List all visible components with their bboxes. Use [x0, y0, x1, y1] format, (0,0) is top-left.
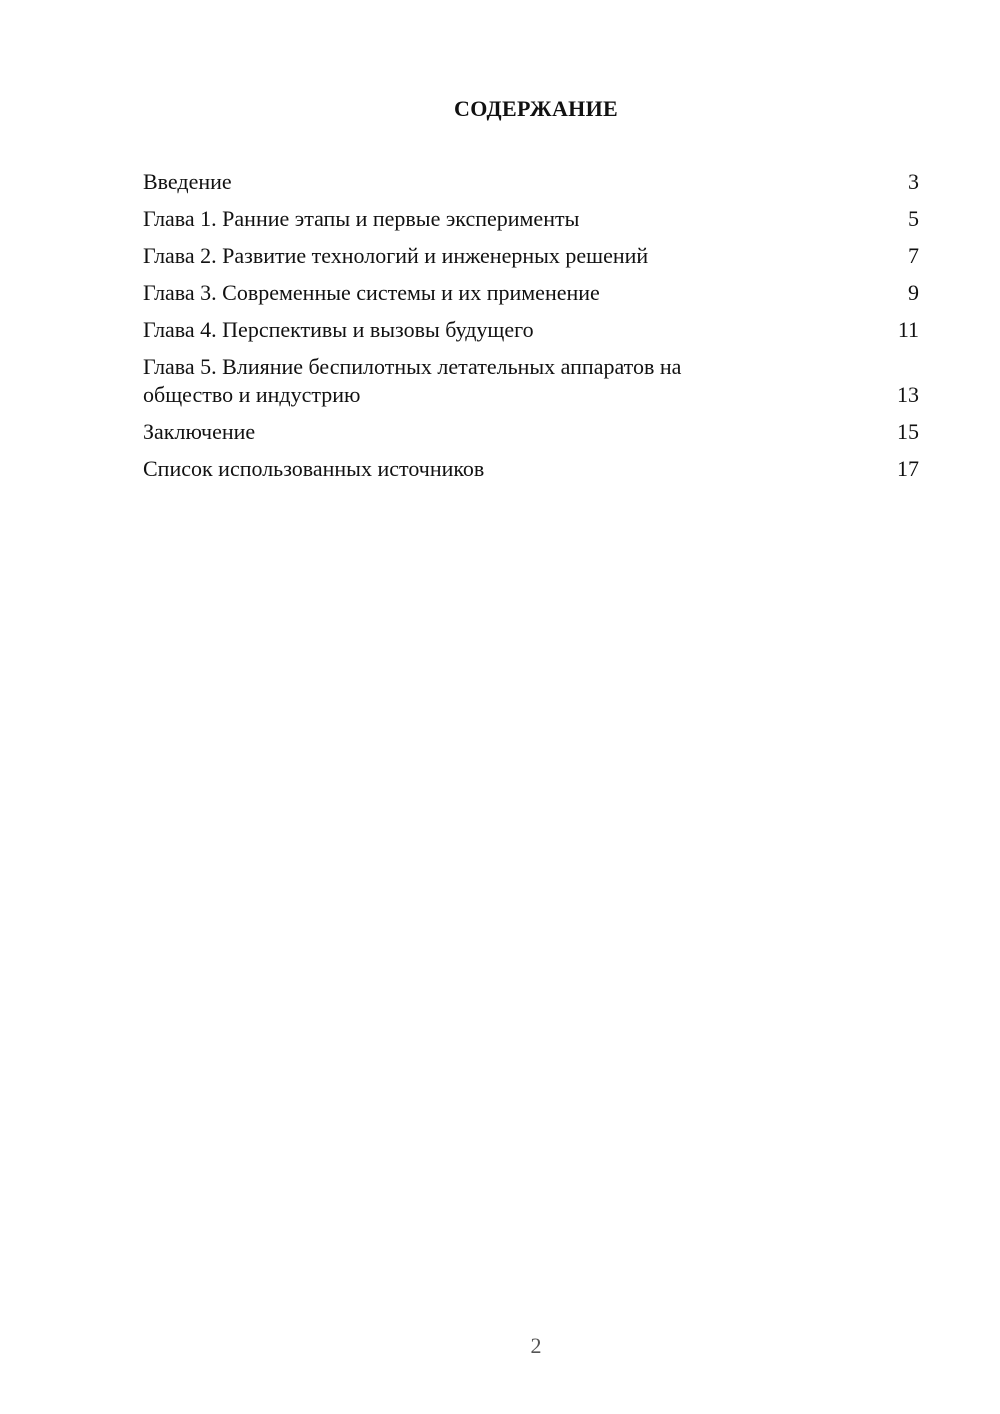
toc-entry-page: 13	[897, 382, 919, 407]
toc-entry-references[interactable]	[143, 455, 919, 483]
table-of-contents	[143, 168, 919, 492]
toc-entry-introduction[interactable]	[143, 168, 919, 196]
toc-entry-page: 5	[908, 206, 919, 231]
toc-entry-chapter-5[interactable]	[143, 353, 919, 409]
toc-entry-page: 15	[897, 419, 919, 444]
toc-entry-chapter-3[interactable]	[143, 279, 919, 307]
toc-entry-conclusion[interactable]	[143, 418, 919, 446]
toc-entry-page: 3	[908, 169, 919, 194]
toc-entry-title: Глава 3. Современные системы и их применение	[143, 280, 600, 305]
toc-entry-chapter-1[interactable]	[143, 205, 919, 233]
toc-entry-title: Глава 1. Ранние этапы и первые эксперименты	[143, 206, 580, 231]
toc-entry-title: Список использованных источников	[143, 456, 485, 481]
toc-entry-page: 9	[908, 280, 919, 305]
toc-entry-title: Глава 2. Развитие технологий и инженерных решений	[143, 243, 649, 268]
toc-entry-title: Глава 5. Влияние беспилотных летательных аппаратов на общество и индустрию	[143, 354, 682, 407]
page-title: СОДЕРЖАНИЕ	[454, 96, 618, 121]
toc-entry-title: Глава 4. Перспективы и вызовы будущего	[143, 317, 534, 342]
toc-entry-chapter-2[interactable]	[143, 242, 919, 270]
toc-entry-page: 17	[897, 456, 919, 481]
toc-entry-page: 11	[897, 317, 919, 342]
page-number: 2	[530, 1333, 542, 1358]
toc-entry-title: Введение	[143, 169, 232, 194]
toc-entry-title: Заключение	[143, 419, 256, 444]
toc-entry-page: 7	[908, 243, 919, 268]
toc-entry-chapter-4[interactable]	[143, 316, 919, 344]
